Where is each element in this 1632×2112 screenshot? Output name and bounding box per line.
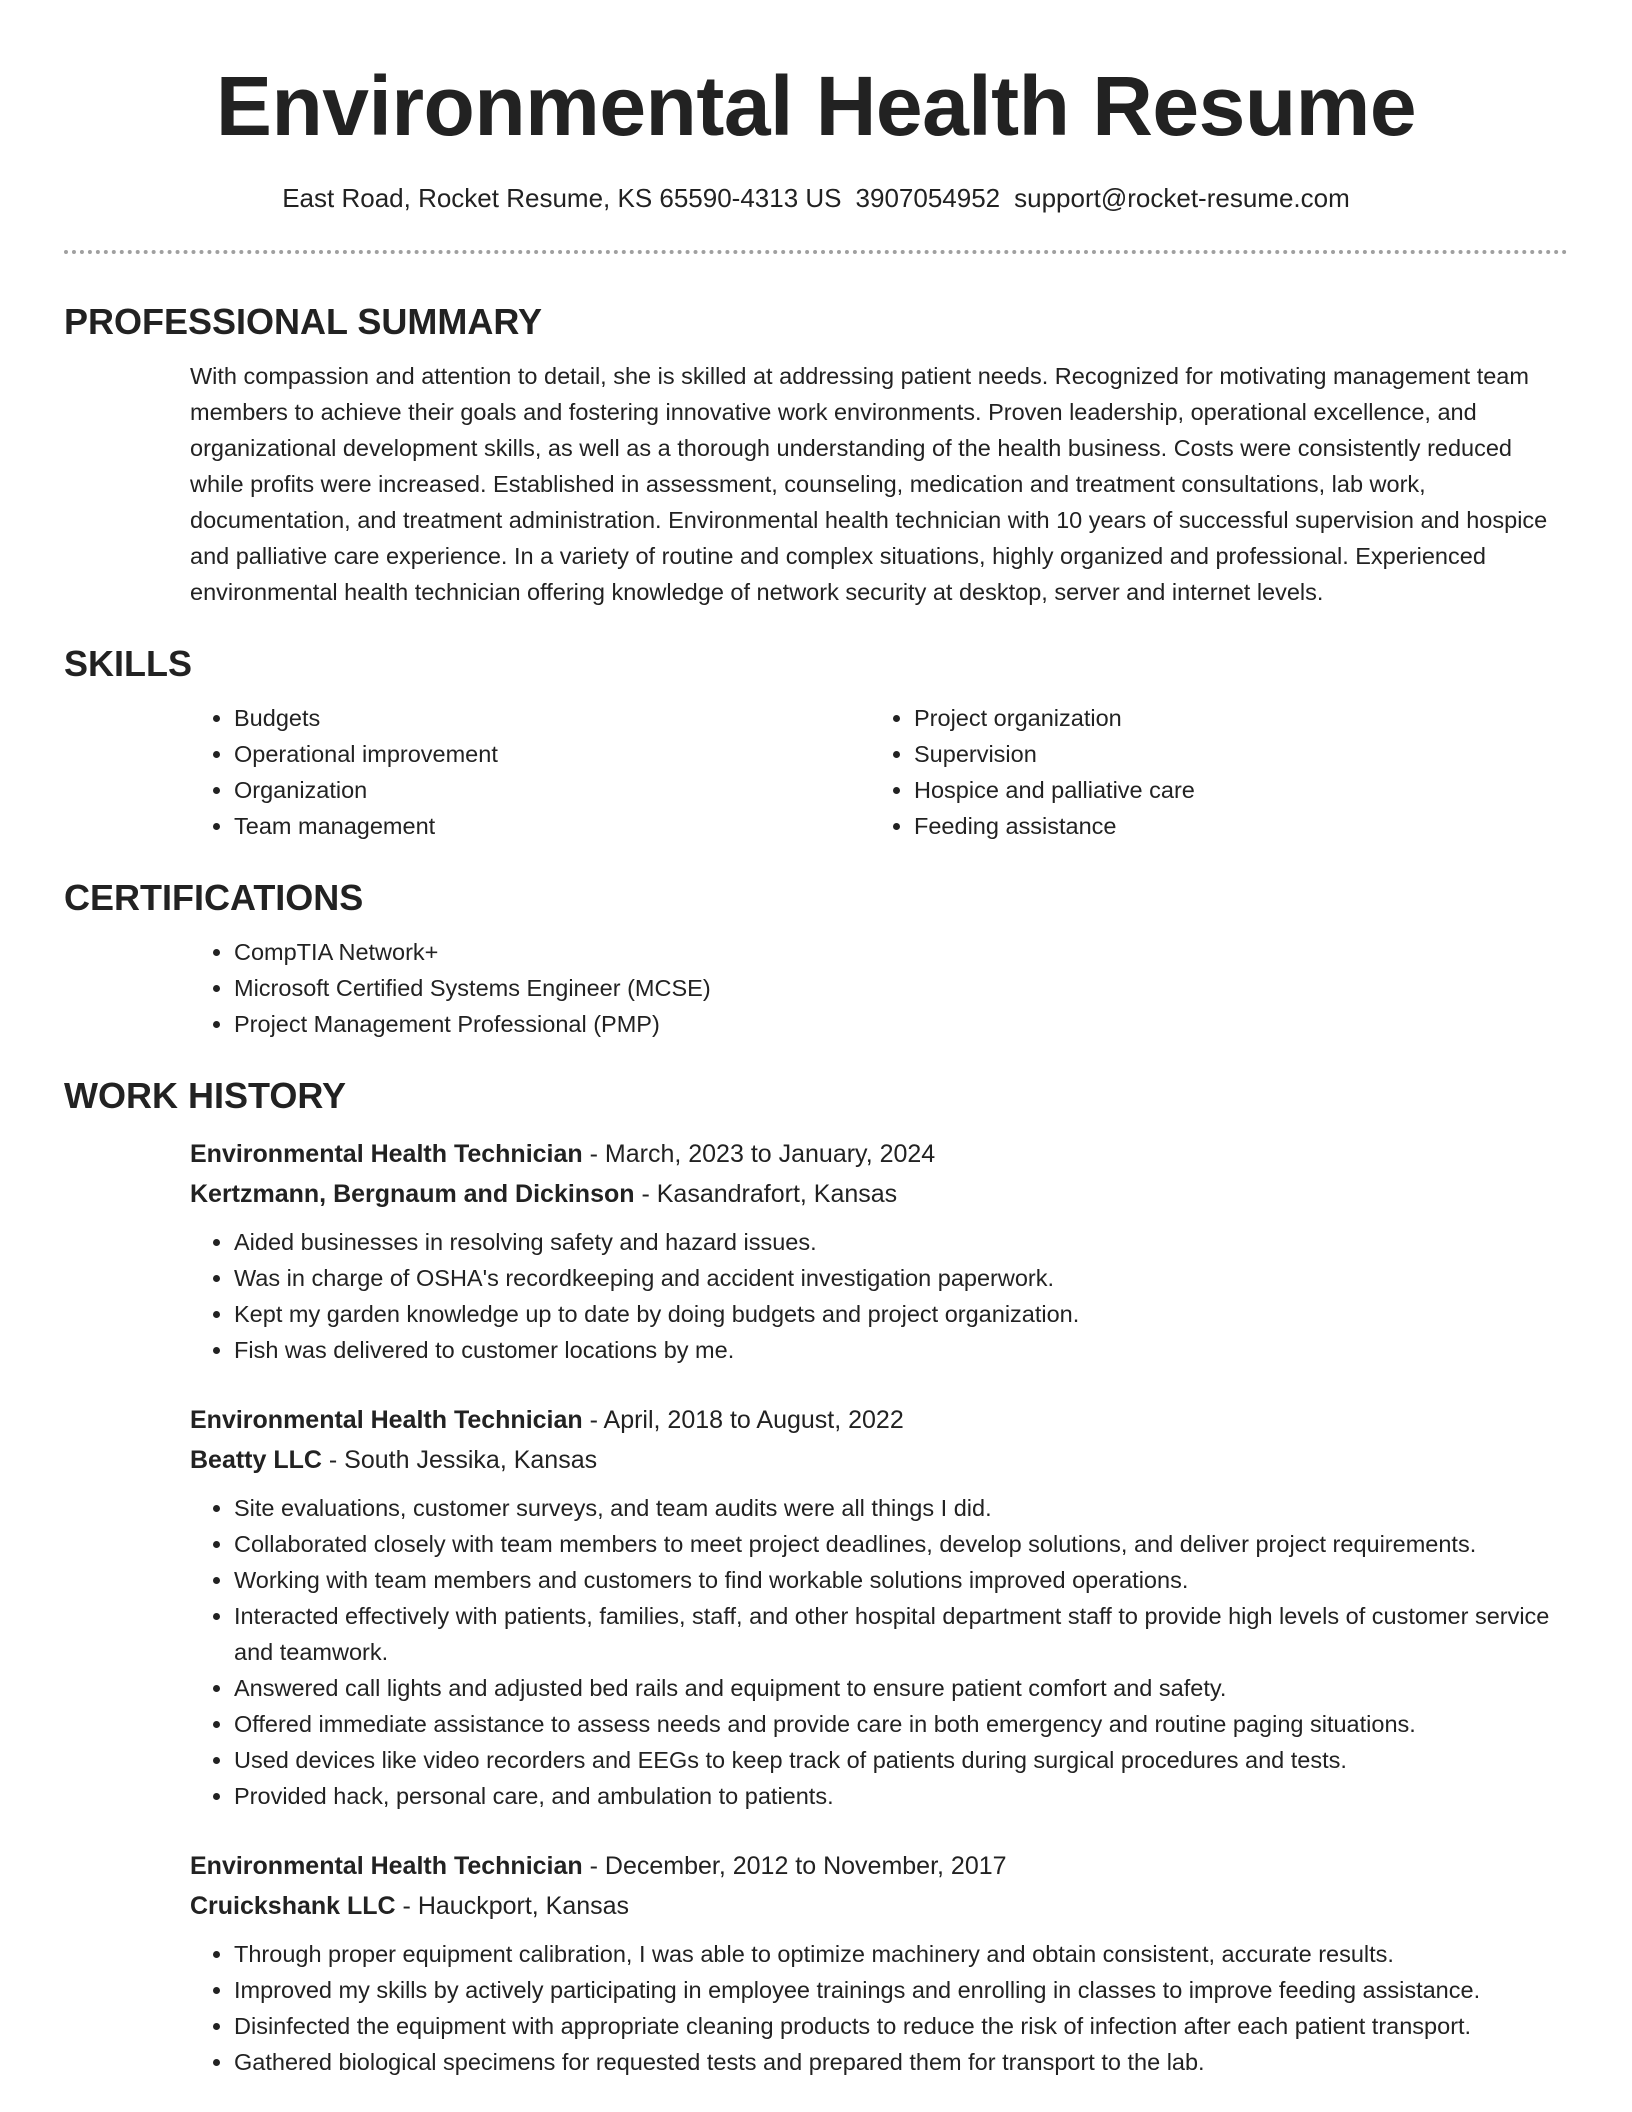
job-company: Cruickshank LLC: [190, 1892, 396, 1920]
job-bullet: • Provided hack, personal care, and ambulation to patients.: [234, 1778, 1568, 1814]
job-bullet: • Aided businesses in resolving safety and hazard issues.: [234, 1224, 1568, 1260]
job-bullet: • Through proper equipment calibration, I was able to optimize machinery and obtain consistent, accurate results.: [234, 1936, 1568, 1972]
job-bullet: • Gathered biological specimens for requested tests and prepared them for transport to the lab.: [234, 2044, 1568, 2080]
job-company: Kertzmann, Bergnaum and Dickinson: [190, 1180, 635, 1208]
skills-column-right: [870, 690, 1550, 844]
resume-content: [64, 296, 1568, 2112]
job-bullets: [190, 1936, 1568, 2080]
job-company-line: [190, 1174, 1568, 1214]
certification-item: • Microsoft Certified Systems Engineer (MCSE): [234, 970, 1568, 1006]
job-company-line: [190, 1886, 1568, 1926]
job-bullet: • Kept my garden knowledge up to date by doing budgets and project organization.: [234, 1296, 1568, 1332]
certification-item: • Project Management Professional (PMP): [234, 1006, 1568, 1042]
job-title-line: [190, 1846, 1568, 1886]
job-company: Beatty LLC: [190, 1446, 322, 1474]
job-bullets: [190, 1490, 1568, 1814]
skill-item: • Team management: [234, 808, 870, 844]
skill-item: • Operational improvement: [234, 736, 870, 772]
skills-section: [64, 638, 1568, 844]
job-company-line: [190, 1440, 1568, 1480]
contact-email: support@rocket-resume.com: [1014, 183, 1350, 213]
summary-text: With compassion and attention to detail, she is skilled at addressing patient needs. Recognized for motivating management team members to achieve their goals and fostering innovative work environments. Proven leadership, operational excellence, and organizational development skills, as well as a thorough understanding of the health business. Costs were consistently reduced while profits were increased. Established in assessment, counseling, medication and treatment consultations, lab work, documentation, and treatment administration. Environmental health technician with 10 years of successful supervision and hospice and palliative care experience. In a variety of routine and complex situations, highly organized and professional. Experienced environmental health technician offering knowledge of network security at desktop, server and internet levels.: [190, 363, 1548, 605]
job-title: Environmental Health Technician: [190, 1852, 583, 1880]
certification-item: • CompTIA Network+: [234, 934, 1568, 970]
skill-item: • Budgets: [234, 700, 870, 736]
job-bullet: • Site evaluations, customer surveys, and team audits were all things I did.: [234, 1490, 1568, 1526]
job-location: - Hauckport, Kansas: [395, 1892, 630, 1920]
resume-page: [64, 0, 1568, 2075]
job-location: - South Jessika, Kansas: [321, 1446, 598, 1474]
job-title: Environmental Health Technician: [190, 1140, 583, 1168]
job-bullet: • Fish was delivered to customer locations by me.: [234, 1332, 1568, 1368]
skills-left-list: [190, 700, 870, 844]
skill-item: • Project organization: [914, 700, 1550, 736]
summary-section: [64, 296, 1568, 610]
job-bullet: • Collaborated closely with team members to meet project deadlines, develop solutions, and deliver project requirements.: [234, 1526, 1568, 1562]
skills-heading: SKILLS: [64, 643, 193, 684]
contact-address: East Road, Rocket Resume, KS 65590-4313 US: [282, 183, 842, 213]
job-location: - Kasandrafort, Kansas: [634, 1180, 898, 1208]
job-dates: - December, 2012 to November, 2017: [582, 1852, 1007, 1880]
skill-item: • Hospice and palliative care: [914, 772, 1550, 808]
job-entry: [190, 1846, 1568, 2080]
work-history-body: [190, 1134, 1568, 2080]
job-entry: [190, 1134, 1568, 1368]
job-title-line: [190, 1400, 1568, 1440]
work-history-section: [64, 1070, 1568, 2080]
resume-title: Environmental Health Resume: [215, 59, 1417, 153]
skill-item: • Feeding assistance: [914, 808, 1550, 844]
job-dates: - April, 2018 to August, 2022: [582, 1406, 904, 1434]
job-title-line: [190, 1134, 1568, 1174]
skills-right-list: [870, 700, 1550, 844]
skill-item: • Supervision: [914, 736, 1550, 772]
job-bullet: • Answered call lights and adjusted bed rails and equipment to ensure patient comfort and safety.: [234, 1670, 1568, 1706]
contact-line: [64, 181, 1568, 215]
certifications-list: [190, 934, 1568, 1042]
job-bullet: • Working with team members and customers to find workable solutions improved operations.: [234, 1562, 1568, 1598]
job-bullet: • Was in charge of OSHA's recordkeeping and accident investigation paperwork.: [234, 1260, 1568, 1296]
job-title: Environmental Health Technician: [190, 1406, 583, 1434]
job-bullet: • Interacted effectively with patients, families, staff, and other hospital department staff to provide high levels of customer service and teamwork.: [234, 1598, 1568, 1670]
job-dates: - March, 2023 to January, 2024: [582, 1140, 936, 1168]
contact-phone: 3907054952: [855, 183, 1001, 213]
certifications-body: [190, 934, 1568, 1042]
job-bullets: [190, 1224, 1568, 1368]
job-bullet: • Improved my skills by actively participating in employee trainings and enrolling in classes to improve feeding assistance.: [234, 1972, 1568, 2008]
work-history-heading: WORK HISTORY: [64, 1075, 347, 1116]
summary-heading: PROFESSIONAL SUMMARY: [64, 301, 543, 342]
certifications-section: [64, 872, 1568, 1042]
skill-item: • Organization: [234, 772, 870, 808]
skills-list: [190, 690, 1568, 844]
job-entry: [190, 1400, 1568, 1814]
job-bullet: • Used devices like video recorders and EEGs to keep track of patients during surgical procedures and tests.: [234, 1742, 1568, 1778]
header-divider: [64, 250, 1568, 254]
certifications-heading: CERTIFICATIONS: [64, 877, 364, 918]
skills-column-left: [190, 690, 870, 844]
job-bullet: • Disinfected the equipment with appropriate cleaning products to reduce the risk of infection after each patient transport.: [234, 2008, 1568, 2044]
job-bullet: • Offered immediate assistance to assess needs and provide care in both emergency and routine paging situations.: [234, 1706, 1568, 1742]
summary-body: [190, 358, 1568, 610]
